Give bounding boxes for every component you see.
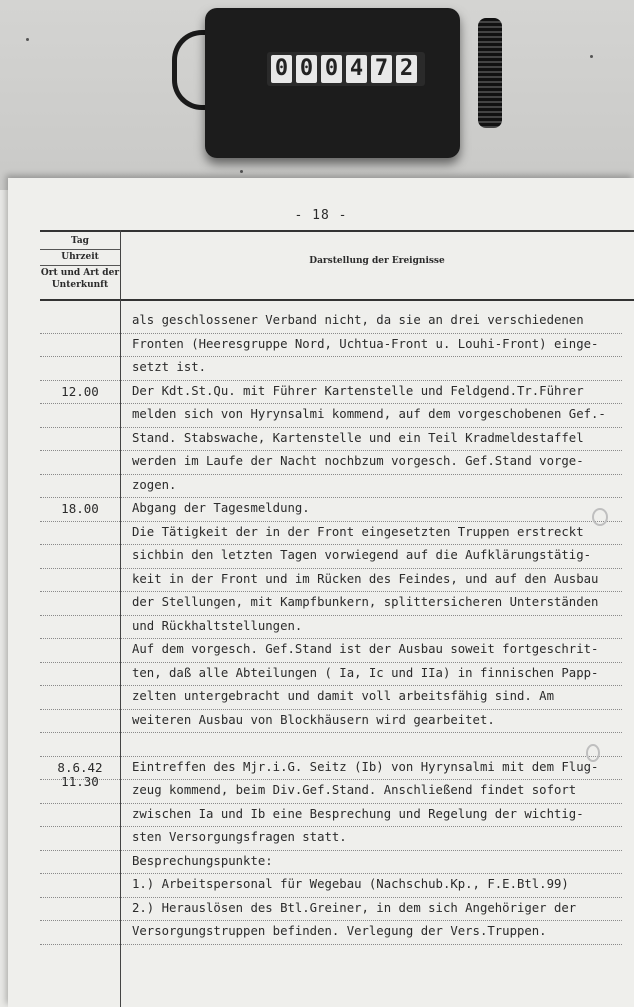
counter-digit: 0 [321, 55, 342, 83]
dust-speck [240, 170, 243, 173]
entry-text-line: sichbin den letzten Tagen vorwiegend auf die Aufklärungstätig- [132, 548, 592, 562]
table-header-rule [40, 299, 634, 301]
counter-digit: 7 [371, 55, 392, 83]
page-number: - 18 - [294, 208, 348, 223]
entry-text-line: sten Versorgungsfragen statt. [132, 830, 347, 844]
entry-text-line: und Rückhaltstellungen. [132, 618, 303, 633]
entry-text-line: Versorgungstruppen befinden. Verlegung der Vers.Truppen. [132, 924, 547, 938]
header-ort: Ort und Art der Unterkunft [40, 268, 120, 290]
counter-digit: 2 [396, 55, 417, 83]
entry-text-line: 2.) Herauslösen des Btl.Greiner, in dem sich Angehöriger der [132, 900, 577, 915]
counter-digit: 4 [346, 55, 367, 83]
counter-window [267, 52, 425, 86]
table-top-rule [40, 230, 634, 232]
entry-text-line: Die Tätigkeit der in der Front eingesetzten Truppen erstreckt [132, 524, 584, 539]
entry-text-line: Stand. Stabswache, Kartenstelle und ein Teil Kradmeldestaffel [132, 430, 584, 445]
dust-speck [590, 55, 593, 58]
entry-time: 8.6.42 [57, 759, 103, 775]
entry-text-line: Eintreffen des Mjr.i.G. Seitz (Ib) von Hyrynsalmi mit dem Flug- [132, 759, 599, 774]
header-left-column [40, 234, 120, 293]
counter-digit: 0 [271, 55, 292, 83]
entry-text-line: melden sich von Hyrynsalmi kommend, auf dem vorgeschobenen Gef.- [132, 407, 606, 421]
entry-text-line: Besprechungspunkte: [132, 853, 273, 868]
header-tag: Tag [40, 234, 120, 250]
ruled-line [40, 732, 622, 757]
entry-text-line: 1.) Arbeitspersonal für Wegebau (Nachschub.Kp., F.E.Btl.99) [132, 877, 569, 891]
entry-text-line: ten, daß alle Abteilungen ( Ia, Ic und IIa) in finnischen Papp- [132, 665, 599, 680]
entry-text-line: werden im Laufe der Nacht nochbzum vorgesch. Gef.Stand vorge- [132, 454, 584, 468]
entry-text-line: zogen. [132, 477, 177, 492]
entry-text-line: zelten untergebracht und damit voll arbeitsfähig sind. Am [132, 689, 554, 703]
paper-blotch [592, 508, 608, 526]
entry-text-line: zwischen Ia und Ib eine Besprechung und Regelung der wichtig- [132, 806, 584, 821]
dust-speck [26, 38, 29, 41]
entry-text-line: Auf dem vorgesch. Gef.Stand ist der Ausbau soweit fortgeschrit- [132, 642, 599, 656]
entry-text-line: setzt ist. [132, 360, 207, 374]
header-right-column: Darstellung der Ereignisse [309, 256, 445, 266]
entry-text-line: Fronten (Heeresgruppe Nord, Uchtua-Front u. Louhi-Front) einge- [132, 336, 599, 351]
entry-time: 12.00 [61, 383, 99, 399]
document-page [8, 178, 634, 1007]
entry-text-line: der Stellungen, mit Kampfbunkern, splittersicheren Unterständen [132, 595, 599, 609]
entry-text-line: als geschlossener Verband nicht, da sie an drei verschiedenen [132, 313, 584, 327]
entry-text-line: Abgang der Tagesmeldung. [132, 501, 310, 515]
header-uhrzeit: Uhrzeit [40, 250, 120, 266]
entry-text-line: weiteren Ausbau von Blockhäusern wird gearbeitet. [132, 712, 495, 727]
frame-counter-device [205, 8, 460, 158]
counter-digit: 0 [296, 55, 317, 83]
paper-blotch [586, 744, 600, 762]
entry-text-line: keit in der Front und im Rücken des Feindes, und auf den Ausbau [132, 571, 599, 586]
entry-time: 18.00 [61, 501, 99, 516]
counter-thumbwheel [478, 18, 502, 128]
entry-text-line: Der Kdt.St.Qu. mit Führer Kartenstelle und Feldgend.Tr.Führer [132, 383, 584, 398]
entry-text-line: zeug kommend, beim Div.Gef.Stand. Anschließend findet sofort [132, 783, 577, 797]
entry-time-secondary: 11.30 [61, 773, 99, 789]
